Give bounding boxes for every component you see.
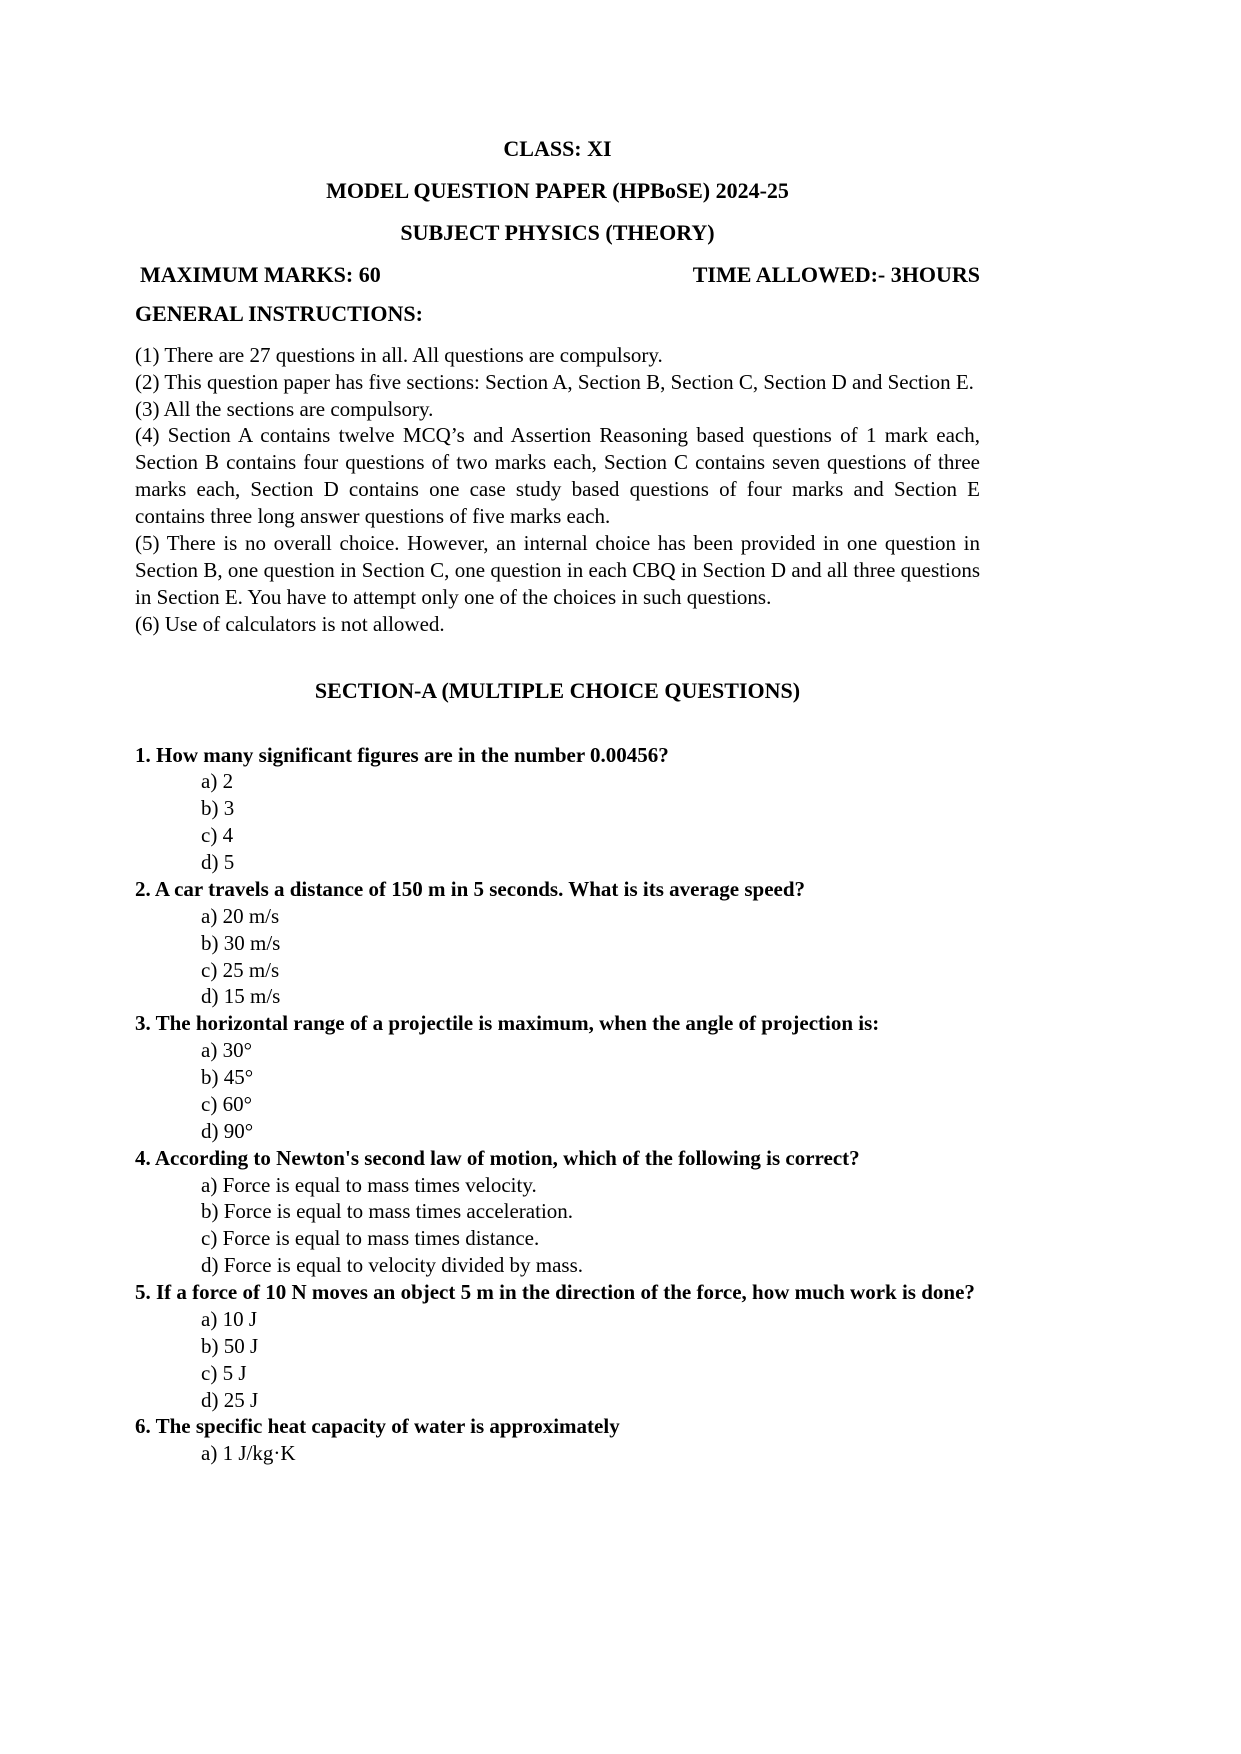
question-4-option-a: a) Force is equal to mass times velocity. — [201, 1172, 537, 1197]
question-3-option-d: d) 90° — [201, 1118, 254, 1143]
question-block — [135, 1413, 980, 1467]
question-3-option-c: c) 60° — [201, 1091, 252, 1116]
question-5-option-b: b) 50 J — [201, 1333, 259, 1358]
question-1-text: 1. How many significant figures are in the number 0.00456? — [135, 742, 669, 767]
question-1-option-c: c) 4 — [201, 823, 234, 848]
question-2-option-b: b) 30 m/s — [201, 930, 281, 955]
section-a-title: SECTION-A (MULTIPLE CHOICE QUESTIONS) — [314, 678, 801, 704]
instruction-item-3: (3) All the sections are compulsory. — [135, 396, 434, 421]
question-block — [135, 1010, 980, 1144]
instruction-item-2: (2) This question paper has five sections: Section A, Section B, Section C, Section D and Section E. — [135, 369, 974, 394]
question-5-option-d: d) 25 J — [201, 1387, 259, 1412]
class-title: CLASS: XI — [503, 136, 612, 161]
question-6-text: 6. The specific heat capacity of water is approximately — [135, 1414, 620, 1439]
question-5-option-c: c) 5 J — [201, 1360, 247, 1385]
question-block — [135, 742, 980, 876]
general-instructions-heading: GENERAL INSTRUCTIONS: — [135, 300, 423, 326]
question-4-option-b: b) Force is equal to mass times acceleration. — [201, 1199, 574, 1224]
question-5-text: 5. If a force of 10 N moves an object 5 m in the direction of the force, how much work is done? — [135, 1280, 975, 1305]
instruction-item-1: (1) There are 27 questions in all. All questions are compulsory. — [135, 342, 663, 367]
time-allowed: TIME ALLOWED:- 3HOURS — [692, 262, 980, 288]
question-2-option-d: d) 15 m/s — [201, 984, 281, 1009]
question-6-option-a: a) 1 J/kg·K — [201, 1441, 296, 1466]
question-4-option-d: d) Force is equal to velocity divided by mass. — [201, 1253, 584, 1278]
instruction-item-6: (6) Use of calculators is not allowed. — [135, 611, 445, 636]
question-block — [135, 1145, 980, 1279]
instruction-item-5: (5) There is no overall choice. However, an internal choice has been provided in one question in Section B, one question in Section C, one question in each CBQ in Section D and all three questions in Section E. You have to attempt only one of the choices in such questions. — [135, 530, 980, 609]
paper-title: MODEL QUESTION PAPER (HPBoSE) 2024-25 — [326, 178, 789, 204]
question-block — [135, 1279, 980, 1413]
question-2-text: 2. A car travels a distance of 150 m in 5 seconds. What is its average speed? — [135, 876, 806, 901]
question-3-option-b: b) 45° — [201, 1065, 254, 1090]
maximum-marks: MAXIMUM MARKS: 60 — [140, 262, 381, 288]
question-1-option-b: b) 3 — [201, 796, 235, 821]
subject-title: SUBJECT PHYSICS (THEORY) — [400, 220, 715, 246]
instruction-item-4: (4) Section A contains twelve MCQ’s and Assertion Reasoning based questions of 1 mark each, Section B contains four questions of two marks each, Section C contains seven questions of three marks each, Section D contains one case study based questions of four marks and Section E contains three long answer questions of five marks each. — [135, 423, 980, 529]
question-1-option-d: d) 5 — [201, 850, 235, 875]
question-3-option-a: a) 30° — [201, 1038, 252, 1063]
question-4-option-c: c) Force is equal to mass times distance. — [201, 1226, 540, 1251]
question-5-option-a: a) 10 J — [201, 1306, 257, 1331]
question-block — [135, 876, 980, 1010]
question-3-text: 3. The horizontal range of a projectile is maximum, when the angle of projection is: — [135, 1011, 880, 1036]
question-4-text: 4. According to Newton's second law of motion, which of the following is correct? — [135, 1145, 860, 1170]
question-2-option-c: c) 25 m/s — [201, 957, 280, 982]
question-2-option-a: a) 20 m/s — [201, 903, 280, 928]
question-1-option-a: a) 2 — [201, 769, 234, 794]
marks-time-row — [135, 261, 980, 289]
